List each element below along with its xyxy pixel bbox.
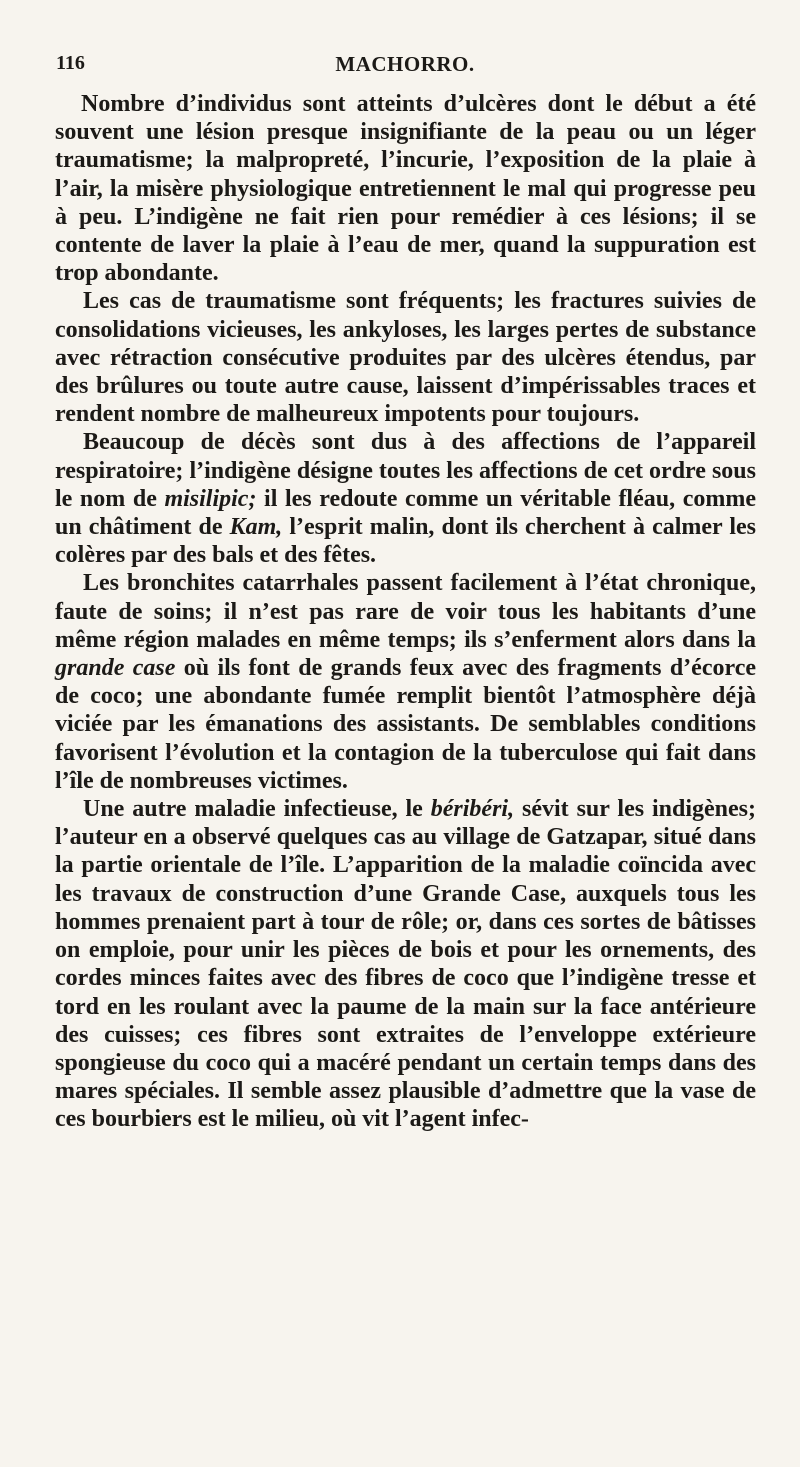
text-run: Les cas de traumatisme sont fréquents; les fractures suivies de consolidations vicieuses, les ankyloses, les larges pertes de substance avec rétraction consécutive produites par des ulcères étendus, par des brûlures ou toute autre cause, laissent d’impérissables traces et rendent nombre de malheureux impotents pour toujours. (55, 288, 756, 428)
page-number: 116 (56, 52, 85, 74)
italic-term: Kam, (229, 514, 283, 541)
text-run: Les bronchites catarrhales passent facilement à l’état chronique, faute de soins; il n’est pas rare de voir tous les habitants d’une même région malades en même temps; ils s’enferment alors dans la (55, 570, 756, 653)
text-run: Nombre d’individus sont atteints d’ulcères dont le début a été souvent une lésion presque insignifiante de la peau ou un léger traumatisme; la malpropreté, l’incurie, l’exposition de la plaie à l’air, la misère physiologique entretiennent le mal qui progresse peu à peu. L’indigène ne fait rien pour remédier à ces lésions; il se contente de laver la plaie à l’eau de mer, quand la suppuration est trop abondante. (55, 91, 756, 287)
text-run: sévit sur les indigènes; l’auteur en a observé quelques cas au village de Gatzapar, situé dans la partie orientale de l’île. L’apparition de la maladie coïncida avec les travaux de construction d’une Grande Case, auxquels tous les hommes prenaient part à tour de rôle; or, dans ces sortes de bâtisses on emploie, pour unir les pièces de bois et pour les ornements, des cordes minces faites avec des fibres de coco que l’indigène tresse et tord en les roulant avec la paume de la main sur la face antérieure des cuisses; ces fibres sont extraites de l’enveloppe extérieure spongieuse du coco qui a macéré pendant un certain temps dans des mares spéciales. Il semble assez plausible d’admettre que la vase de ces bourbiers est le milieu, où vit l’agent infec- (55, 796, 757, 1133)
text-run: l’esprit malin, dont ils cherchent à calmer les colères par des bals et des fêtes. (55, 514, 756, 569)
italic-term: béribéri, (430, 796, 515, 823)
paragraph (55, 428, 756, 569)
italic-term: misilipic; (164, 485, 257, 512)
paragraph (55, 90, 756, 287)
text-run: Une autre maladie infectieuse, le (83, 796, 431, 823)
text-run: il les redoute comme un véritable fléau, comme un châtiment de (55, 485, 756, 541)
page-header (56, 52, 754, 86)
running-head: MACHORRO. (335, 52, 475, 76)
paragraph (55, 795, 756, 1133)
paragraph (55, 569, 756, 795)
italic-term: grande case (55, 655, 176, 682)
body-text (55, 90, 756, 1134)
paragraph (55, 287, 756, 428)
text-run: où ils font de grands feux avec des fragments d’écorce de coco; une abondante fumée remplit bientôt l’atmosphère déjà viciée par les émanations des assistants. De semblables conditions favorisent l’évolution et la contagion de la tuberculose qui fait dans l’île de nombreuses victimes. (55, 655, 756, 794)
text-run: Beaucoup de décès sont dus à des affections de l’appareil respiratoire; l’indigène désigne toutes les affections de cet ordre sous le nom de (55, 429, 756, 512)
